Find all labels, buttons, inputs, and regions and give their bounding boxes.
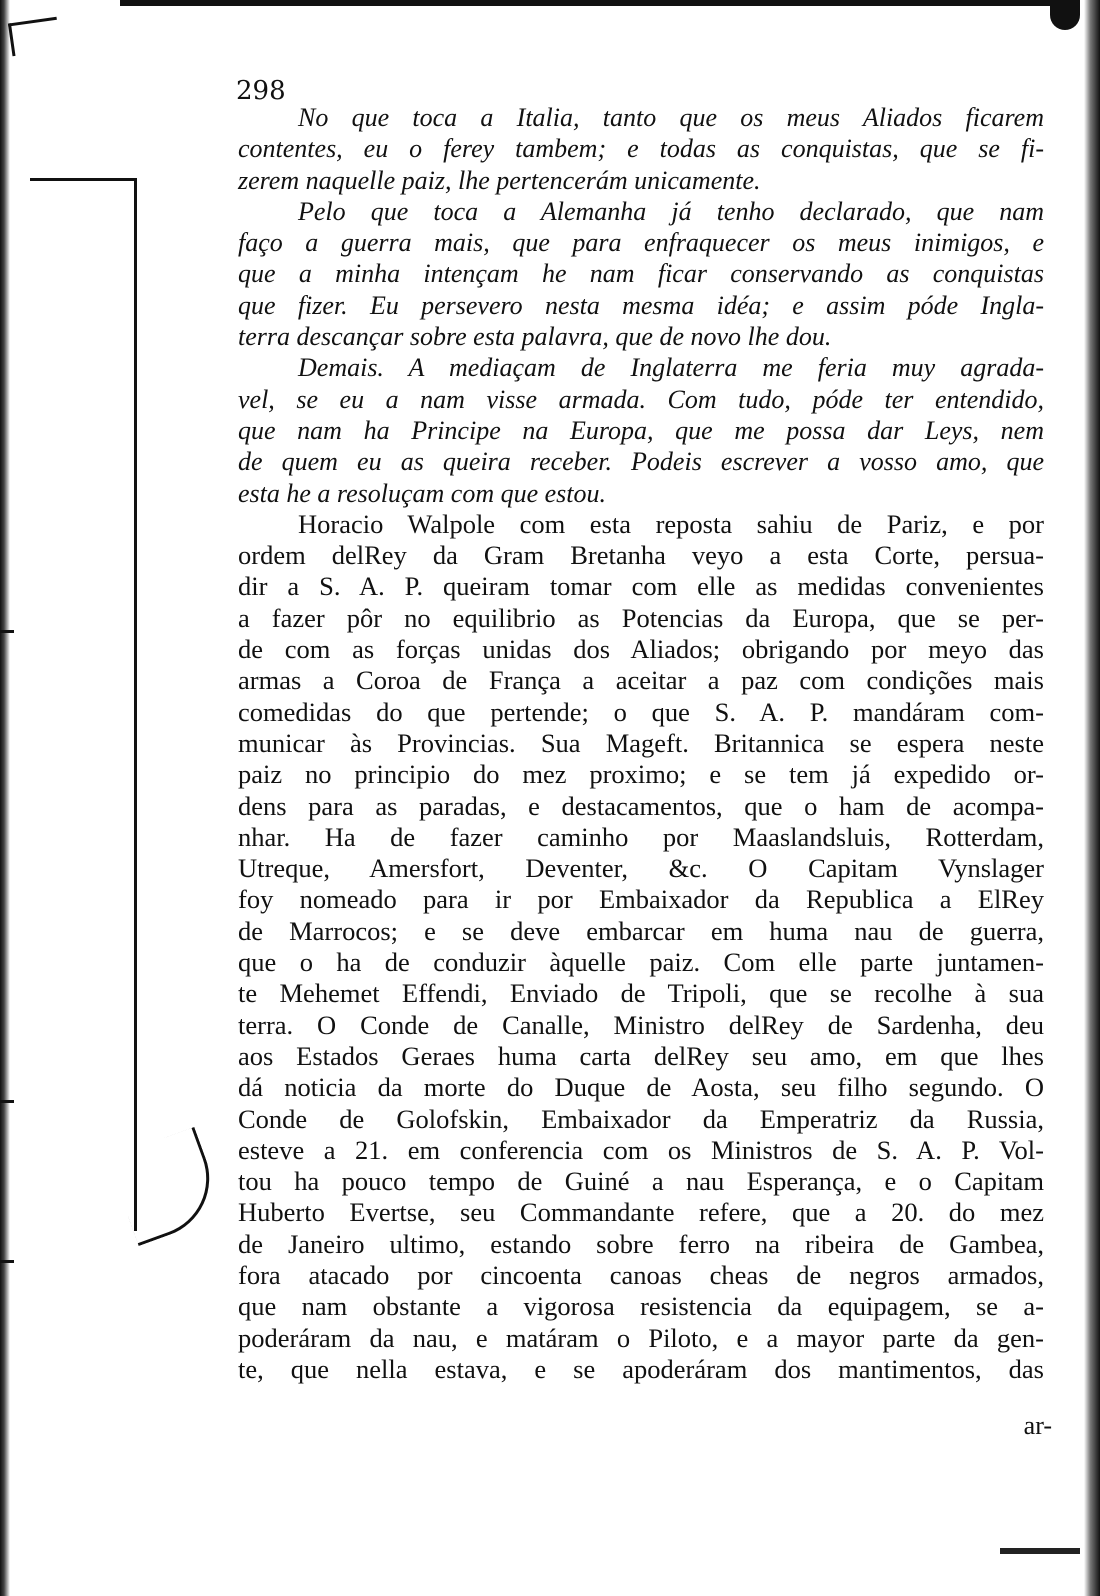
text-line: Demais. A mediaçam de Inglaterra me feria muy agrada- bbox=[298, 353, 1044, 383]
margin-tick bbox=[0, 1260, 14, 1263]
page-number: 298 bbox=[236, 76, 286, 106]
text-line: paiz no principio do mez proximo; e se tem já expedido or- bbox=[238, 759, 1044, 790]
text-line: esteve a 21. em conferencia com os Ministros de S. A. P. Vol- bbox=[238, 1134, 1044, 1165]
margin-bracket bbox=[30, 178, 137, 1231]
scan-edge-left bbox=[0, 0, 10, 1596]
text-line: te Mehemet Effendi, Enviado de Tripoli, que se recolhe à sua bbox=[238, 978, 1044, 1009]
text-line: terra. O Conde de Canalle, Ministro delRey de Sardenha, deu bbox=[238, 1009, 1044, 1040]
text-line: ordem delRey da Gram Bretanha veyo a esta Corte, persua- bbox=[238, 540, 1044, 571]
text-line: poderáram da nau, e matáram o Piloto, e a mayor parte da gen- bbox=[238, 1322, 1044, 1353]
ink-blot bbox=[1050, 0, 1080, 30]
text-line: esta he a resoluçam com que estou. bbox=[238, 478, 607, 508]
ink-mark bbox=[8, 17, 61, 56]
text-line: zerem naquelle paiz, lhe pertencerám unicamente. bbox=[238, 165, 761, 195]
margin-tick bbox=[0, 630, 14, 633]
text-line: que o ha de conduzir àquelle paiz. Com elle parte juntamen- bbox=[238, 947, 1044, 978]
text-line: te, que nella estava, e se apoderáram dos mantimentos, das bbox=[238, 1353, 1044, 1384]
text-line: que nam obstante a vigorosa resistencia da equipagem, se a- bbox=[238, 1291, 1044, 1322]
text-line: contentes, eu o ferey tambem; e todas as conquistas, que se fi- bbox=[238, 134, 1044, 164]
text-line: de com as forças unidas dos Aliados; obrigando por meyo das bbox=[238, 634, 1044, 665]
text-line: de Marrocos; e se deve embarcar em huma nau de guerra, bbox=[238, 915, 1044, 946]
text-line: Pelo que toca a Alemanha já tenho declarado, que nam bbox=[298, 196, 1044, 226]
text-line: de Janeiro ultimo, estando sobre ferro na ribeira de Gambea, bbox=[238, 1228, 1044, 1259]
text-line: No que toca a Italia, tanto que os meus Aliados ficarem bbox=[298, 103, 1044, 132]
text-line: que nam ha Principe na Europa, que me possa dar Leys, nem bbox=[238, 415, 1044, 445]
text-line: que a minha intençam he nam ficar conservando as conquistas bbox=[238, 259, 1044, 289]
catchword: ar- bbox=[1023, 1411, 1052, 1440]
text-line: comedidas do que pertende; o que S. A. P. mandáram com- bbox=[238, 696, 1044, 727]
text-line: terra descançar sobre esta palavra, que de novo lhe dou. bbox=[238, 322, 832, 352]
text-line: vel, se eu a nam visse armada. Com tudo, póde ter entendido, bbox=[238, 384, 1044, 414]
scan-edge-top bbox=[120, 0, 1070, 6]
text-line: Utreque, Amersfort, Deventer, &c. O Capitam Vynslager bbox=[238, 853, 1044, 884]
text-line: tou ha pouco tempo de Guiné a nau Esperança, e o Capitam bbox=[238, 1166, 1044, 1197]
text-line: Horacio Walpole com esta reposta sahiu de Pariz, e por bbox=[298, 508, 1044, 539]
text-line: dir a S. A. P. queiram tomar com elle as medidas convenientes bbox=[238, 571, 1044, 602]
text-line: nhar. Ha de fazer caminho por Maaslandsluis, Rotterdam, bbox=[238, 821, 1044, 852]
text-line: Conde de Golofskin, Embaixador da Emperatriz da Russia, bbox=[238, 1103, 1044, 1134]
scan-edge-right bbox=[1084, 0, 1100, 1596]
margin-tick bbox=[0, 1100, 14, 1103]
text-line: municar às Provincias. Sua Mageft. Britannica se espera neste bbox=[238, 727, 1044, 758]
text-line: dá noticia da morte do Duque de Aosta, seu filho segundo. O bbox=[238, 1072, 1044, 1103]
text-line: que fizer. Eu persevero nesta mesma idéa; e assim póde Ingla- bbox=[238, 290, 1044, 320]
text-line: armas a Coroa de França a aceitar a paz com condições mais bbox=[238, 665, 1044, 696]
body-text bbox=[238, 102, 1044, 1385]
text-line: faço a guerra mais, que para enfraquecer os meus inimigos, e bbox=[238, 228, 1044, 258]
text-line: de quem eu as queira receber. Podeis escrever a vosso amo, que bbox=[238, 447, 1044, 477]
ink-smudge bbox=[1000, 1548, 1080, 1554]
text-line: foy nomeado para ir por Embaixador da Republica a ElRey bbox=[238, 884, 1044, 915]
text-line: fora atacado por cincoenta canoas cheas de negros armados, bbox=[238, 1259, 1044, 1290]
text-line: Huberto Evertse, seu Commandante refere, que a 20. do mez bbox=[238, 1197, 1044, 1228]
text-line: a fazer pôr no equilibrio as Potencias da Europa, que se per- bbox=[238, 602, 1044, 633]
text-line: aos Estados Geraes huma carta delRey seu amo, em que lhes bbox=[238, 1040, 1044, 1071]
text-line: dens para as paradas, e destacamentos, que o ham de acompa- bbox=[238, 790, 1044, 821]
